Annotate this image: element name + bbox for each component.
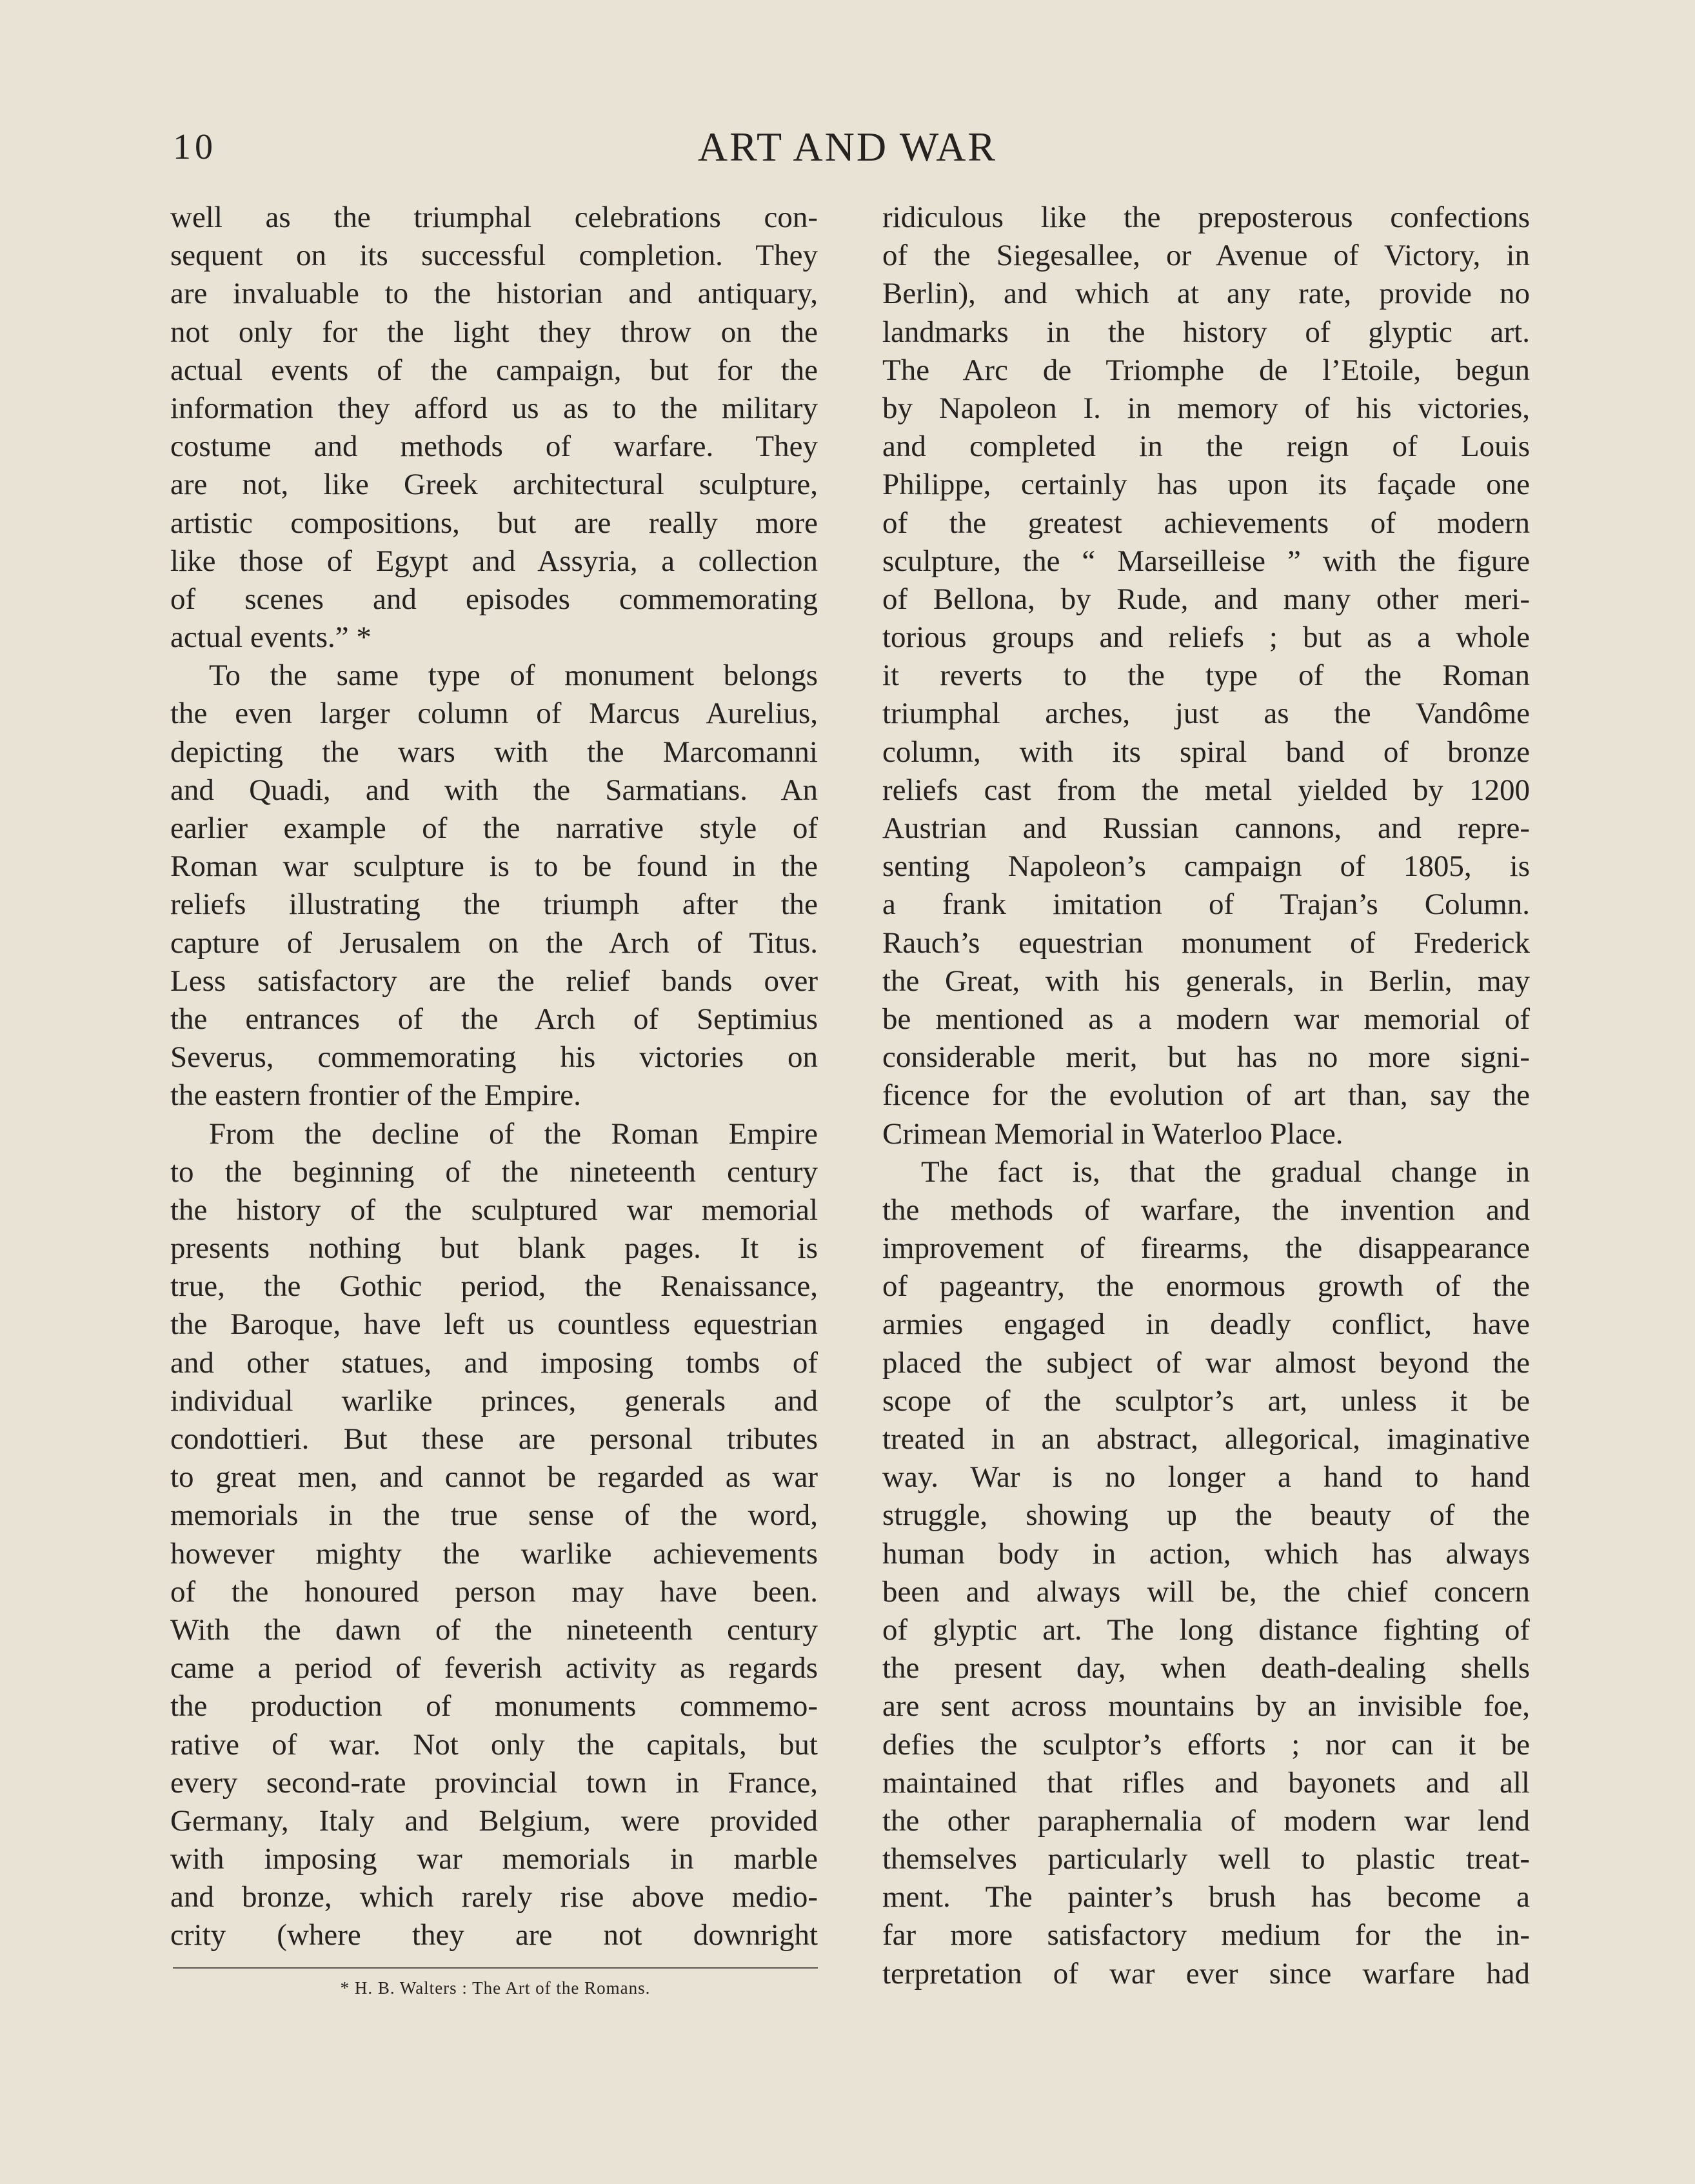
text-line: and Quadi, and with the Sarmatians. An xyxy=(170,773,818,807)
text-line: with imposing war memorials in marble xyxy=(170,1842,818,1876)
text-line: triumphal arches, just as the Vandôme xyxy=(882,697,1530,731)
paragraph-start-line: The fact is, that the gradual change in xyxy=(921,1155,1530,1189)
text-line: true, the Gothic period, the Renaissance, xyxy=(170,1269,818,1304)
text-line: memorials in the true sense of the word, xyxy=(170,1498,818,1533)
text-line: ment. The painter’s brush has become a xyxy=(882,1880,1530,1914)
text-line: the Baroque, have left us countless equestrian xyxy=(170,1307,818,1342)
text-line: senting Napoleon’s campaign of 1805, is xyxy=(882,849,1530,884)
text-line: however mighty the warlike achievements xyxy=(170,1536,818,1571)
text-line: reliefs illustrating the triumph after the xyxy=(170,888,818,922)
text-line: the methods of warfare, the invention and xyxy=(882,1193,1530,1227)
text-line: presents nothing but blank pages. It is xyxy=(170,1231,818,1266)
text-line: themselves particularly well to plastic treat- xyxy=(882,1842,1530,1876)
text-line: Crimean Memorial in Waterloo Place. xyxy=(882,1117,1343,1151)
text-line: condottieri. But these are personal tributes xyxy=(170,1422,818,1456)
text-line: ridiculous like the preposterous confections xyxy=(882,201,1530,234)
text-line: Berlin), and which at any rate, provide no xyxy=(882,277,1530,311)
text-line: the other paraphernalia of modern war lend xyxy=(882,1803,1530,1838)
text-line: placed the subject of war almost beyond the xyxy=(882,1345,1530,1380)
text-line: the Great, with his generals, in Berlin, may xyxy=(882,964,1530,998)
text-line: crity (where they are not downright xyxy=(170,1918,818,1952)
text-line: artistic compositions, but are really more xyxy=(170,506,818,540)
text-line: defies the sculptor’s efforts ; nor can it be xyxy=(882,1727,1530,1762)
text-line: are invaluable to the historian and antiquary, xyxy=(170,277,818,311)
text-line: individual warlike princes, generals and xyxy=(170,1384,818,1418)
text-line: be mentioned as a modern war memorial of xyxy=(882,1002,1530,1036)
text-line: every second-rate provincial town in France, xyxy=(170,1765,818,1800)
text-line: of pageantry, the enormous growth of the xyxy=(882,1269,1530,1304)
text-line: well as the triumphal celebrations con- xyxy=(170,201,818,234)
text-line: the even larger column of Marcus Aurelius, xyxy=(170,697,818,731)
text-line: terpretation of war ever since warfare had xyxy=(882,1956,1530,1990)
paragraph-start-line: From the decline of the Roman Empire xyxy=(209,1117,818,1151)
text-line: depicting the wars with the Marcomanni xyxy=(170,735,818,769)
text-line: and completed in the reign of Louis xyxy=(882,430,1530,464)
text-line: improvement of firearms, the disappearance xyxy=(882,1231,1530,1266)
text-line: to the beginning of the nineteenth century xyxy=(170,1155,818,1189)
text-line: Austrian and Russian cannons, and repre- xyxy=(882,811,1530,845)
text-line: like those of Egypt and Assyria, a collection xyxy=(170,544,818,578)
text-line: are not, like Greek architectural sculpture, xyxy=(170,468,818,502)
left-column xyxy=(170,199,818,1955)
text-line: the eastern frontier of the Empire. xyxy=(170,1078,581,1113)
text-line: reliefs cast from the metal yielded by 1200 xyxy=(882,773,1530,807)
paragraph-start-line: To the same type of monument belongs xyxy=(209,659,818,693)
text-line: the entrances of the Arch of Septimius xyxy=(170,1002,818,1036)
text-line: column, with its spiral band of bronze xyxy=(882,735,1530,769)
text-line: to great men, and cannot be regarded as war xyxy=(170,1460,818,1494)
text-line: of Bellona, by Rude, and many other meri- xyxy=(882,582,1530,616)
text-line: treated in an abstract, allegorical, imaginative xyxy=(882,1422,1530,1456)
text-line: landmarks in the history of glyptic art. xyxy=(882,315,1530,349)
text-line: armies engaged in deadly conflict, have xyxy=(882,1307,1530,1342)
footnote-rule xyxy=(173,1967,818,1969)
text-line: the present day, when death-dealing shells xyxy=(882,1651,1530,1685)
text-line: considerable merit, but has no more signi- xyxy=(882,1040,1530,1075)
right-column xyxy=(882,199,1530,1993)
text-line: of glyptic art. The long distance fighting of xyxy=(882,1613,1530,1647)
text-line: earlier example of the narrative style of xyxy=(170,811,818,845)
text-line: came a period of feverish activity as regards xyxy=(170,1651,818,1685)
text-line: Severus, commemorating his victories on xyxy=(170,1040,818,1075)
text-line: the production of monuments commemo- xyxy=(170,1689,818,1723)
text-line: Rauch’s equestrian monument of Frederick xyxy=(882,926,1530,960)
text-line: of the Siegesallee, or Avenue of Victory, in xyxy=(882,239,1530,273)
text-line: Roman war sculpture is to be found in the xyxy=(170,849,818,884)
text-line: and other statues, and imposing tombs of xyxy=(170,1345,818,1380)
text-line: and bronze, which rarely rise above medio- xyxy=(170,1880,818,1914)
text-line: torious groups and reliefs ; but as a whole xyxy=(882,620,1530,655)
text-line: a frank imitation of Trajan’s Column. xyxy=(882,888,1530,922)
text-line: it reverts to the type of the Roman xyxy=(882,659,1530,693)
text-line: ficence for the evolution of art than, say the xyxy=(882,1078,1530,1113)
text-line: not only for the light they throw on the xyxy=(170,315,818,349)
text-line: information they afford us as to the military xyxy=(170,391,818,425)
text-line: The Arc de Triomphe de l’Etoile, begun xyxy=(882,353,1530,387)
page-number: 10 xyxy=(173,127,217,167)
text-line: struggle, showing up the beauty of the xyxy=(882,1498,1530,1533)
text-line: been and always will be, the chief concern xyxy=(882,1574,1530,1609)
text-line: sequent on its successful completion. They xyxy=(170,239,818,273)
text-line: Philippe, certainly has upon its façade one xyxy=(882,468,1530,502)
text-line: scope of the sculptor’s art, unless it be xyxy=(882,1384,1530,1418)
text-line: With the dawn of the nineteenth century xyxy=(170,1613,818,1647)
text-line: Less satisfactory are the relief bands over xyxy=(170,964,818,998)
text-line: rative of war. Not only the capitals, but xyxy=(170,1727,818,1762)
text-line: actual events of the campaign, but for the xyxy=(170,353,818,387)
text-line: of scenes and episodes commemorating xyxy=(170,582,818,616)
text-line: human body in action, which has always xyxy=(882,1536,1530,1571)
text-line: far more satisfactory medium for the in- xyxy=(882,1918,1530,1952)
text-line: Germany, Italy and Belgium, were provided xyxy=(170,1803,818,1838)
text-line: way. War is no longer a hand to hand xyxy=(882,1460,1530,1494)
footnote: * H. B. Walters : The Art of the Romans. xyxy=(340,1978,651,1998)
text-line: are sent across mountains by an invisible foe, xyxy=(882,1689,1530,1723)
text-line: by Napoleon I. in memory of his victories, xyxy=(882,391,1530,425)
text-line: maintained that rifles and bayonets and all xyxy=(882,1765,1530,1800)
text-line: costume and methods of warfare. They xyxy=(170,430,818,464)
text-line: actual events.” * xyxy=(170,620,372,655)
text-line: sculpture, the “ Marseilleise ” with the figure xyxy=(882,544,1530,578)
running-head: ART AND WAR xyxy=(697,124,998,170)
text-line: of the honoured person may have been. xyxy=(170,1574,818,1609)
text-line: of the greatest achievements of modern xyxy=(882,506,1530,540)
text-line: the history of the sculptured war memorial xyxy=(170,1193,818,1227)
text-line: capture of Jerusalem on the Arch of Titus. xyxy=(170,926,818,960)
